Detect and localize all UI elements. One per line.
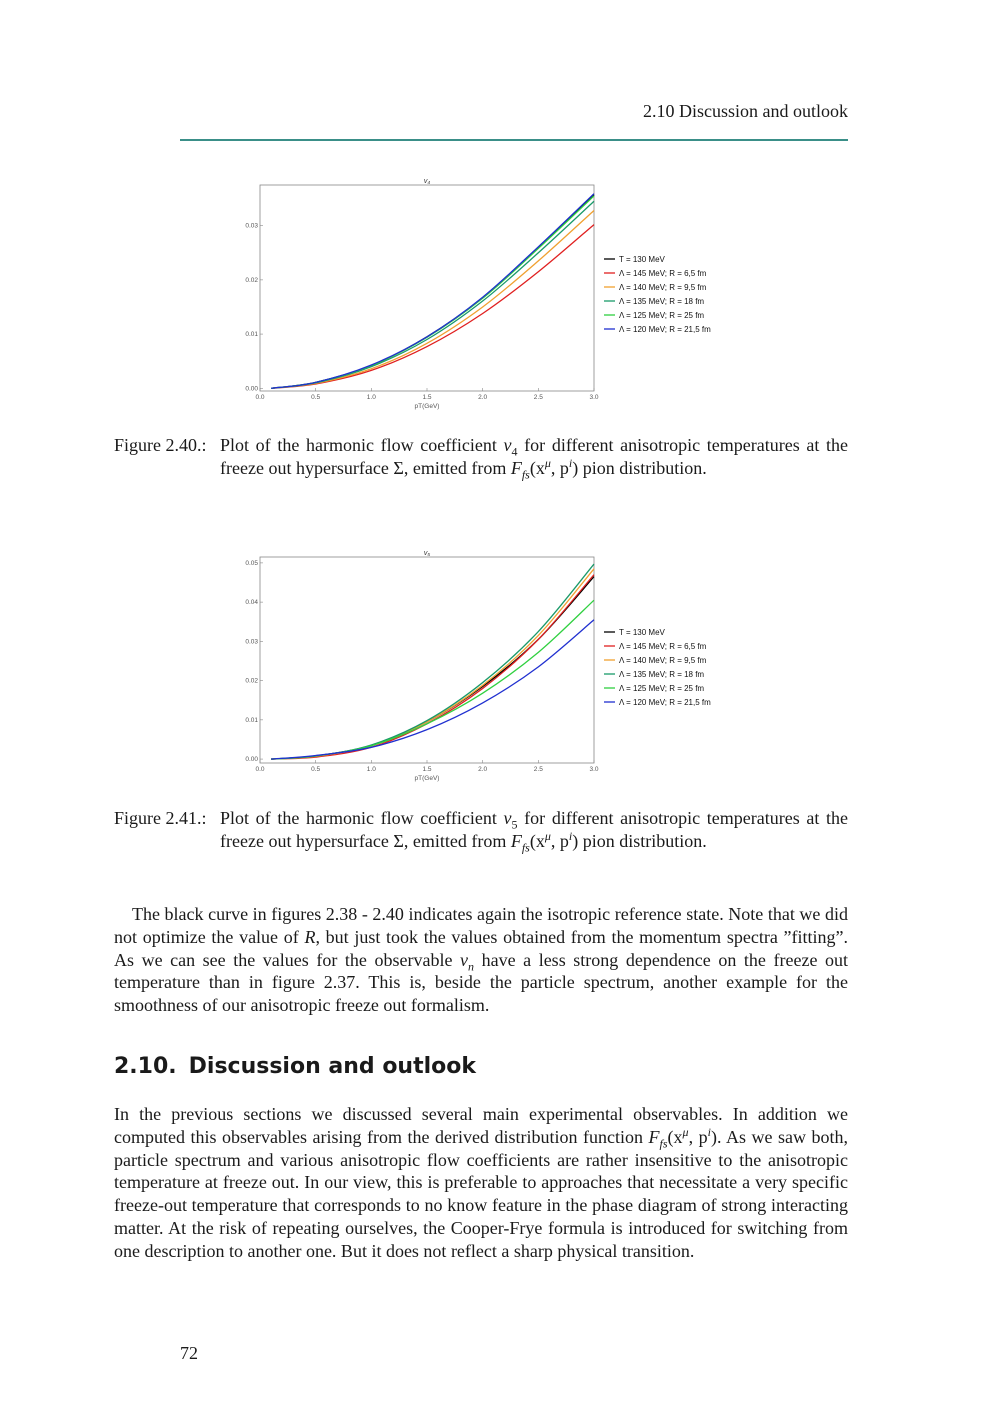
running-head: 2.10 Discussion and outlook bbox=[643, 101, 848, 121]
y-tick-label: 0.02 bbox=[245, 276, 258, 284]
series-line bbox=[271, 569, 594, 759]
x-axis-label: pT(GeV) bbox=[414, 403, 440, 410]
x-tick-label: 0.0 bbox=[255, 766, 265, 773]
legend-entry: Λ = 145 MeV; R = 6,5 fm bbox=[619, 642, 707, 651]
y-tick-label: 0.03 bbox=[245, 638, 258, 646]
legend-entry: T = 130 MeV bbox=[619, 255, 665, 264]
x-tick-label: 1.0 bbox=[366, 394, 376, 401]
section-title: Discussion and outlook bbox=[188, 1054, 477, 1079]
x-tick-label: 1.0 bbox=[366, 766, 376, 773]
figure-v4-chart bbox=[240, 176, 730, 416]
legend-entry: Λ = 135 MeV; R = 18 fm bbox=[619, 297, 705, 306]
series-line bbox=[271, 195, 594, 389]
series-line bbox=[271, 210, 594, 388]
y-tick-label: 0.00 bbox=[245, 756, 258, 764]
x-tick-label: 1.5 bbox=[422, 766, 432, 773]
v5-chart-svg bbox=[240, 548, 730, 788]
body-paragraph-2: In the previous sections we discussed several main experimental observables. In addition we computed this observables arising from the derived distribution function $F_{fs}(x^\mu$, $p^i$). As we saw both, particle spectrum and various anisotropic flow coefficients are rather insensitive to the anisotropic temperature at freeze out. In our view, this is preferable to approaches that necessitate a very specific freeze-out temperature that corresponds to no know feature in the phase diagram of strong interacting matter. At the risk of repeating ourselves, the Cooper-Frye formula is introduced for switching from one description to another one. But it does not reflect a sharp physical transition. bbox=[114, 1104, 848, 1261]
page-number: 72 bbox=[180, 1343, 198, 1363]
x-tick-label: 0.0 bbox=[255, 394, 265, 401]
figure-2-40-caption: Figure 2.40.: Plot of the harmonic flow coefficient $v_4$ for different anisotropic temperatures at the freeze out hypersurface Σ, emitted from $F_{fs}(x^\mu$, $p^i$) pion distribution. bbox=[114, 435, 849, 482]
y-tick-label: 0.00 bbox=[245, 385, 258, 393]
x-axis-label: pT(GeV) bbox=[414, 775, 440, 782]
legend-entry: Λ = 145 MeV; R = 6,5 fm bbox=[619, 269, 707, 278]
body-paragraph-1: The black curve in figures 2.38 - 2.40 indicates again the isotropic reference state. Note that we did not optimize the value of R, but just took the values obtained from the momentum spectra ”fitting”. As we can see the values for the observable $v_n$ have a less strong dependence on the freeze out temperature than in figure 2.37. This is, beside the particle spectrum, another example for the smoothness of our anisotropic freeze out formalism. bbox=[114, 904, 848, 1016]
section-number: 2.10. bbox=[114, 1054, 177, 1079]
plot-frame bbox=[260, 557, 594, 763]
v4-chart-svg bbox=[240, 176, 730, 416]
x-tick-label: 2.0 bbox=[478, 394, 488, 401]
x-tick-label: 2.0 bbox=[478, 766, 488, 773]
x-tick-label: 1.5 bbox=[422, 394, 432, 401]
section-heading bbox=[114, 1054, 476, 1079]
y-tick-label: 0.03 bbox=[245, 222, 258, 230]
chart-title: v₄ bbox=[423, 178, 431, 185]
chart-title: v₅ bbox=[423, 550, 431, 557]
caption-label: Figure 2.40.: bbox=[114, 435, 207, 455]
x-tick-label: 0.5 bbox=[311, 766, 321, 773]
figure-2-41-caption: Figure 2.41.: Plot of the harmonic flow coefficient $v_5$ for different anisotropic temperatures at the freeze out hypersurface Σ, emitted from $F_{fs}(x^\mu$, $p^i$) pion distribution. bbox=[114, 808, 849, 855]
x-tick-label: 2.5 bbox=[533, 394, 543, 401]
y-tick-label: 0.05 bbox=[245, 559, 258, 567]
y-tick-label: 0.02 bbox=[245, 677, 258, 685]
legend-entry: Λ = 140 MeV; R = 9,5 fm bbox=[619, 283, 707, 292]
caption-label: Figure 2.41.: bbox=[114, 808, 207, 828]
y-tick-label: 0.04 bbox=[245, 599, 258, 607]
x-tick-label: 2.5 bbox=[533, 766, 543, 773]
legend-entry: Λ = 140 MeV; R = 9,5 fm bbox=[619, 656, 707, 665]
x-tick-label: 3.0 bbox=[589, 766, 599, 773]
legend-entry: Λ = 135 MeV; R = 18 fm bbox=[619, 670, 705, 679]
series-line bbox=[271, 196, 594, 388]
series-line bbox=[271, 575, 594, 759]
series-line bbox=[271, 225, 594, 389]
series-line bbox=[271, 577, 594, 759]
x-tick-label: 0.5 bbox=[311, 394, 321, 401]
x-tick-label: 3.0 bbox=[589, 394, 599, 401]
figure-v5-chart bbox=[240, 548, 730, 788]
legend-entry: Λ = 125 MeV; R = 25 fm bbox=[619, 684, 705, 693]
y-tick-label: 0.01 bbox=[245, 331, 258, 339]
series-line bbox=[271, 201, 594, 388]
header-rule bbox=[180, 139, 848, 141]
legend-entry: Λ = 125 MeV; R = 25 fm bbox=[619, 311, 705, 320]
legend-entry: Λ = 120 MeV; R = 21,5 fm bbox=[619, 325, 711, 334]
y-tick-label: 0.01 bbox=[245, 716, 258, 724]
legend-entry: T = 130 MeV bbox=[619, 628, 665, 637]
series-line bbox=[271, 194, 594, 389]
plot-frame bbox=[260, 185, 594, 391]
series-line bbox=[271, 620, 594, 759]
legend-entry: Λ = 120 MeV; R = 21,5 fm bbox=[619, 698, 711, 707]
